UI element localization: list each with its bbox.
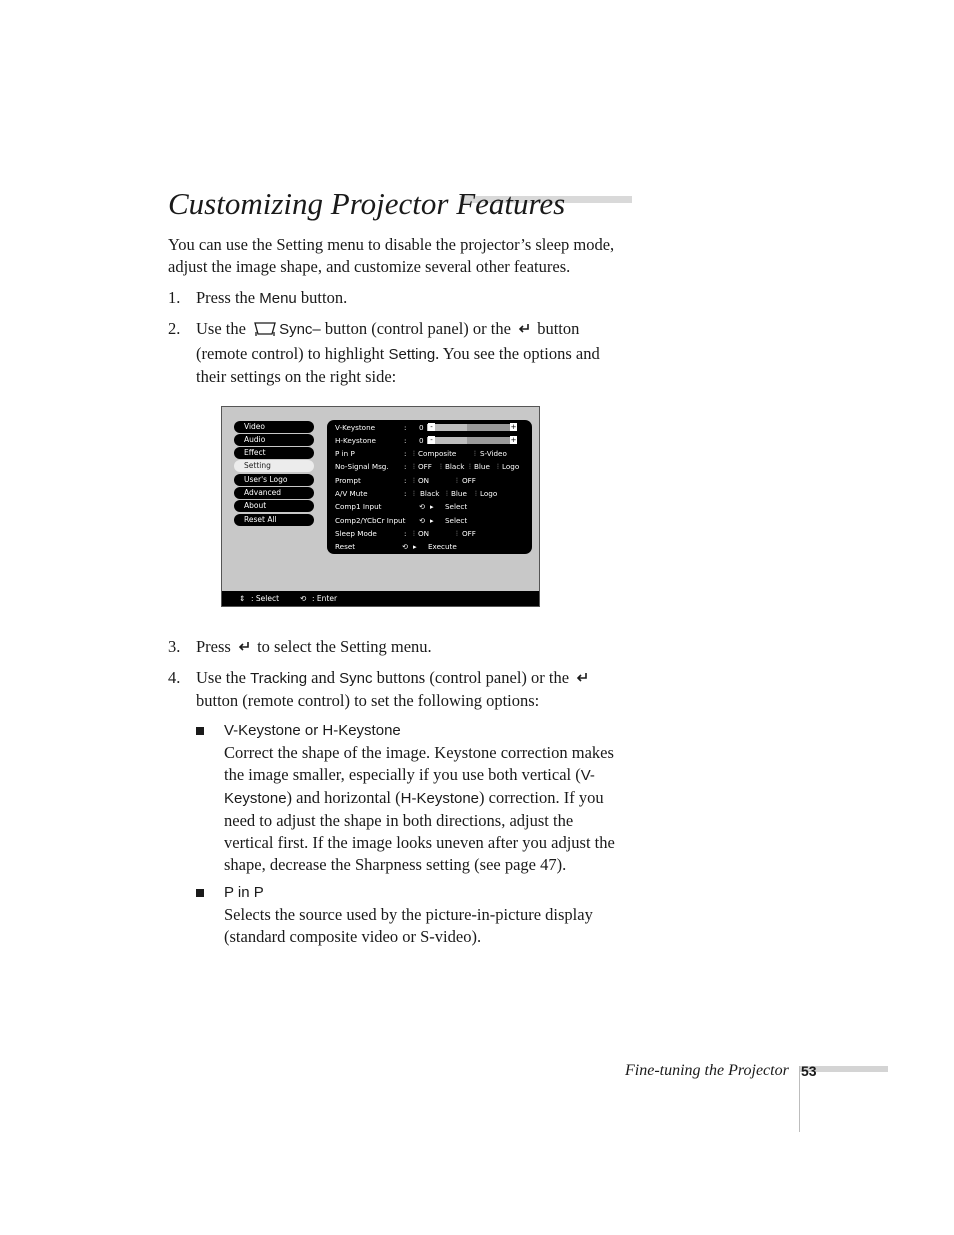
sync-label: Sync — [339, 670, 373, 687]
menu-item-audio: Audio — [234, 434, 314, 446]
projector-menu-screenshot — [221, 406, 540, 607]
option-prompt: Prompt : ⫶ ON ⫶ OFF — [335, 476, 476, 485]
menu-item-users-logo: User's Logo — [234, 474, 314, 486]
setting-options-panel — [327, 420, 532, 554]
option-v-keystone: V-Keystone : 0 - + — [335, 423, 517, 432]
enter-icon: ⟲ — [402, 542, 409, 551]
page-number: 53 — [801, 1063, 817, 1079]
step-1-number: 1. — [168, 288, 181, 307]
plus-icon: + — [510, 423, 517, 431]
enter-icon — [576, 668, 588, 690]
tracking-label: Tracking — [250, 670, 308, 687]
menu-button-label: Menu — [259, 290, 297, 307]
right-arrow-icon: ▸ — [430, 502, 434, 511]
menu-item-reset-all: Reset All — [234, 514, 314, 526]
keystone-icon — [254, 321, 276, 343]
bullet-square — [196, 727, 204, 735]
option-h-keystone: H-Keystone : 0 - + — [335, 436, 517, 445]
step-1-text: Press the Menu button. — [196, 288, 348, 307]
option-reset: Reset ⟲ ▸ Execute — [335, 542, 457, 551]
right-arrow-icon: ▸ — [430, 516, 434, 525]
menu-item-effect: Effect — [234, 447, 314, 459]
footer-chapter-title: Fine-tuning the Projector — [625, 1062, 789, 1079]
up-down-arrow-icon: ⇕ — [239, 594, 246, 603]
enter-icon: ⟲ — [419, 502, 426, 511]
enter-icon — [518, 319, 530, 341]
pinp-option-heading: P in P — [224, 884, 264, 901]
menu-item-advanced: Advanced — [234, 487, 314, 499]
keystone-option-description: Correct the shape of the image. Keystone correction makes the image smaller, especially if you use both vertical (V-Keystone) and horizontal (H-Keystone) correction. If you need to adjust the shape in both directions, adjust the vertical first. If the image looks uneven after you adjust the shape, decrease the Sharpness setting (see page 47). — [224, 743, 615, 874]
minus-icon: - — [428, 423, 435, 431]
setting-label: Setting — [388, 346, 436, 363]
keystone-option-heading: V-Keystone or H-Keystone — [224, 722, 401, 739]
plus-icon: + — [510, 436, 517, 444]
enter-icon: ⟲ — [300, 594, 307, 603]
step-2-text: Use the Sync– button (control panel) or the button (remote control) to highlight Setting. You see the options and their settings on the right side: — [196, 319, 600, 386]
pinp-option-description: Selects the source used by the picture-in-picture display (standard composite video or S-video). — [224, 905, 593, 946]
footer-vertical-line — [799, 1066, 800, 1132]
menu-footer-bar: ⇕ : Select ⟲ : Enter — [222, 591, 539, 606]
option-p-in-p: P in P : ⫶ Composite ⫶ S-Video — [335, 449, 507, 458]
minus-icon: - — [428, 436, 435, 444]
step-3-text: Press to select the Setting menu. — [196, 636, 626, 659]
intro-paragraph: You can use the Setting menu to disable the projector’s sleep mode, adjust the image shape, and customize several other features. — [168, 235, 615, 276]
enter-icon — [238, 637, 250, 659]
page-title: Customizing Projector Features — [168, 186, 566, 221]
option-comp1-input: Comp1 Input ⟲ ▸ Select — [335, 502, 468, 511]
menu-item-video: Video — [234, 421, 314, 433]
option-av-mute: A/V Mute : ⫶ Black ⫶ Blue ⫶ Logo — [335, 489, 498, 498]
menu-item-setting: Setting — [234, 460, 314, 472]
right-arrow-icon: ▸ — [413, 542, 417, 551]
option-no-signal-msg: No-Signal Msg. : ⫶ OFF ⫶ Black ⫶ Blue ⫶ Logo — [335, 462, 520, 471]
enter-icon: ⟲ — [419, 516, 426, 525]
step-4-text: Use the Tracking and Sync buttons (control panel) or the button (remote control) to set the following options: — [196, 667, 596, 712]
step-2-number: 2. — [168, 319, 181, 338]
option-sleep-mode: Sleep Mode : ⫶ ON ⫶ OFF — [335, 529, 476, 538]
step-3-number: 3. — [168, 637, 181, 656]
option-comp2-input: Comp2/YCbCr Input ⟲ ▸ Select — [335, 516, 468, 525]
menu-item-about: About — [234, 500, 314, 512]
step-4-number: 4. — [168, 668, 181, 687]
sync-minus-label: Sync– — [279, 321, 321, 338]
bullet-square — [196, 889, 204, 897]
